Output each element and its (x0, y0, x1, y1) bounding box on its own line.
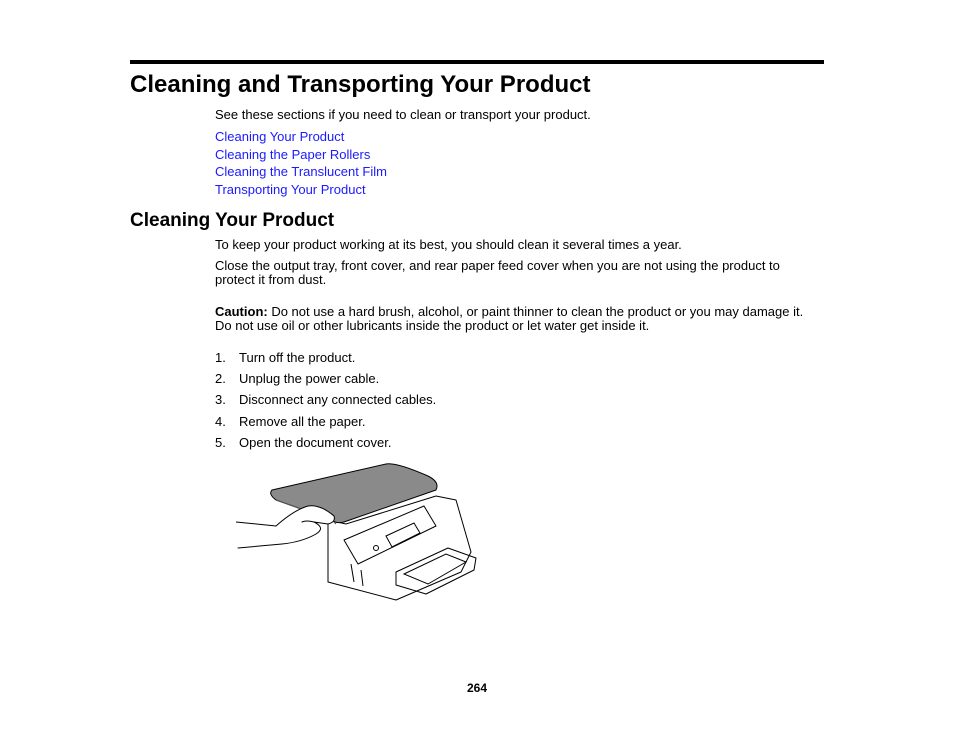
step-number: 5. (215, 434, 226, 450)
step-text: Unplug the power cable. (239, 371, 380, 387)
step-text: Open the document cover. (239, 434, 392, 450)
paragraph-frequency: To keep your product working at its best, you should clean it several times a year. (215, 237, 682, 252)
caution-label: Caution: (215, 304, 268, 319)
link-item (215, 146, 387, 164)
page-number: 264 (466, 681, 488, 695)
link-item (215, 163, 387, 181)
step-item (215, 435, 436, 456)
step-item (215, 350, 436, 371)
section-links (215, 128, 387, 198)
hand (236, 506, 334, 548)
step-number: 4. (215, 413, 226, 429)
link-transporting-your-product[interactable]: Transporting Your Product (215, 181, 366, 197)
link-item (215, 128, 387, 146)
step-item (215, 414, 436, 435)
step-text: Disconnect any connected cables. (239, 392, 437, 408)
step-text: Remove all the paper. (239, 413, 366, 429)
link-cleaning-paper-rollers[interactable]: Cleaning the Paper Rollers (215, 146, 371, 162)
step-item (215, 371, 436, 392)
caution-note (215, 305, 815, 333)
link-cleaning-your-product[interactable]: Cleaning Your Product (215, 129, 345, 144)
link-cleaning-translucent-film[interactable]: Cleaning the Translucent Film (215, 164, 387, 180)
step-text: Turn off the product. (239, 350, 356, 365)
caution-text: Do not use a hard brush, alcohol, or paint thinner to clean the product or you may damage it. Do not use oil or other lubricants inside the product or let water get inside it. (215, 304, 804, 333)
intro-text: See these sections if you need to clean or transport your product. (215, 107, 591, 122)
section-title: Cleaning Your Product (130, 210, 335, 231)
step-item (215, 392, 436, 413)
printer-open-cover-illustration (236, 460, 481, 602)
paragraph-dust: Close the output tray, front cover, and rear paper feed cover when you are not using the product to protect it from dust. (215, 258, 780, 287)
step-number: 2. (215, 371, 226, 387)
steps-list (215, 350, 436, 456)
page-title: Cleaning and Transporting Your Product (130, 71, 591, 98)
title-rule (130, 60, 824, 64)
link-item (215, 181, 387, 199)
step-number: 3. (215, 392, 226, 408)
step-number: 1. (215, 350, 226, 365)
